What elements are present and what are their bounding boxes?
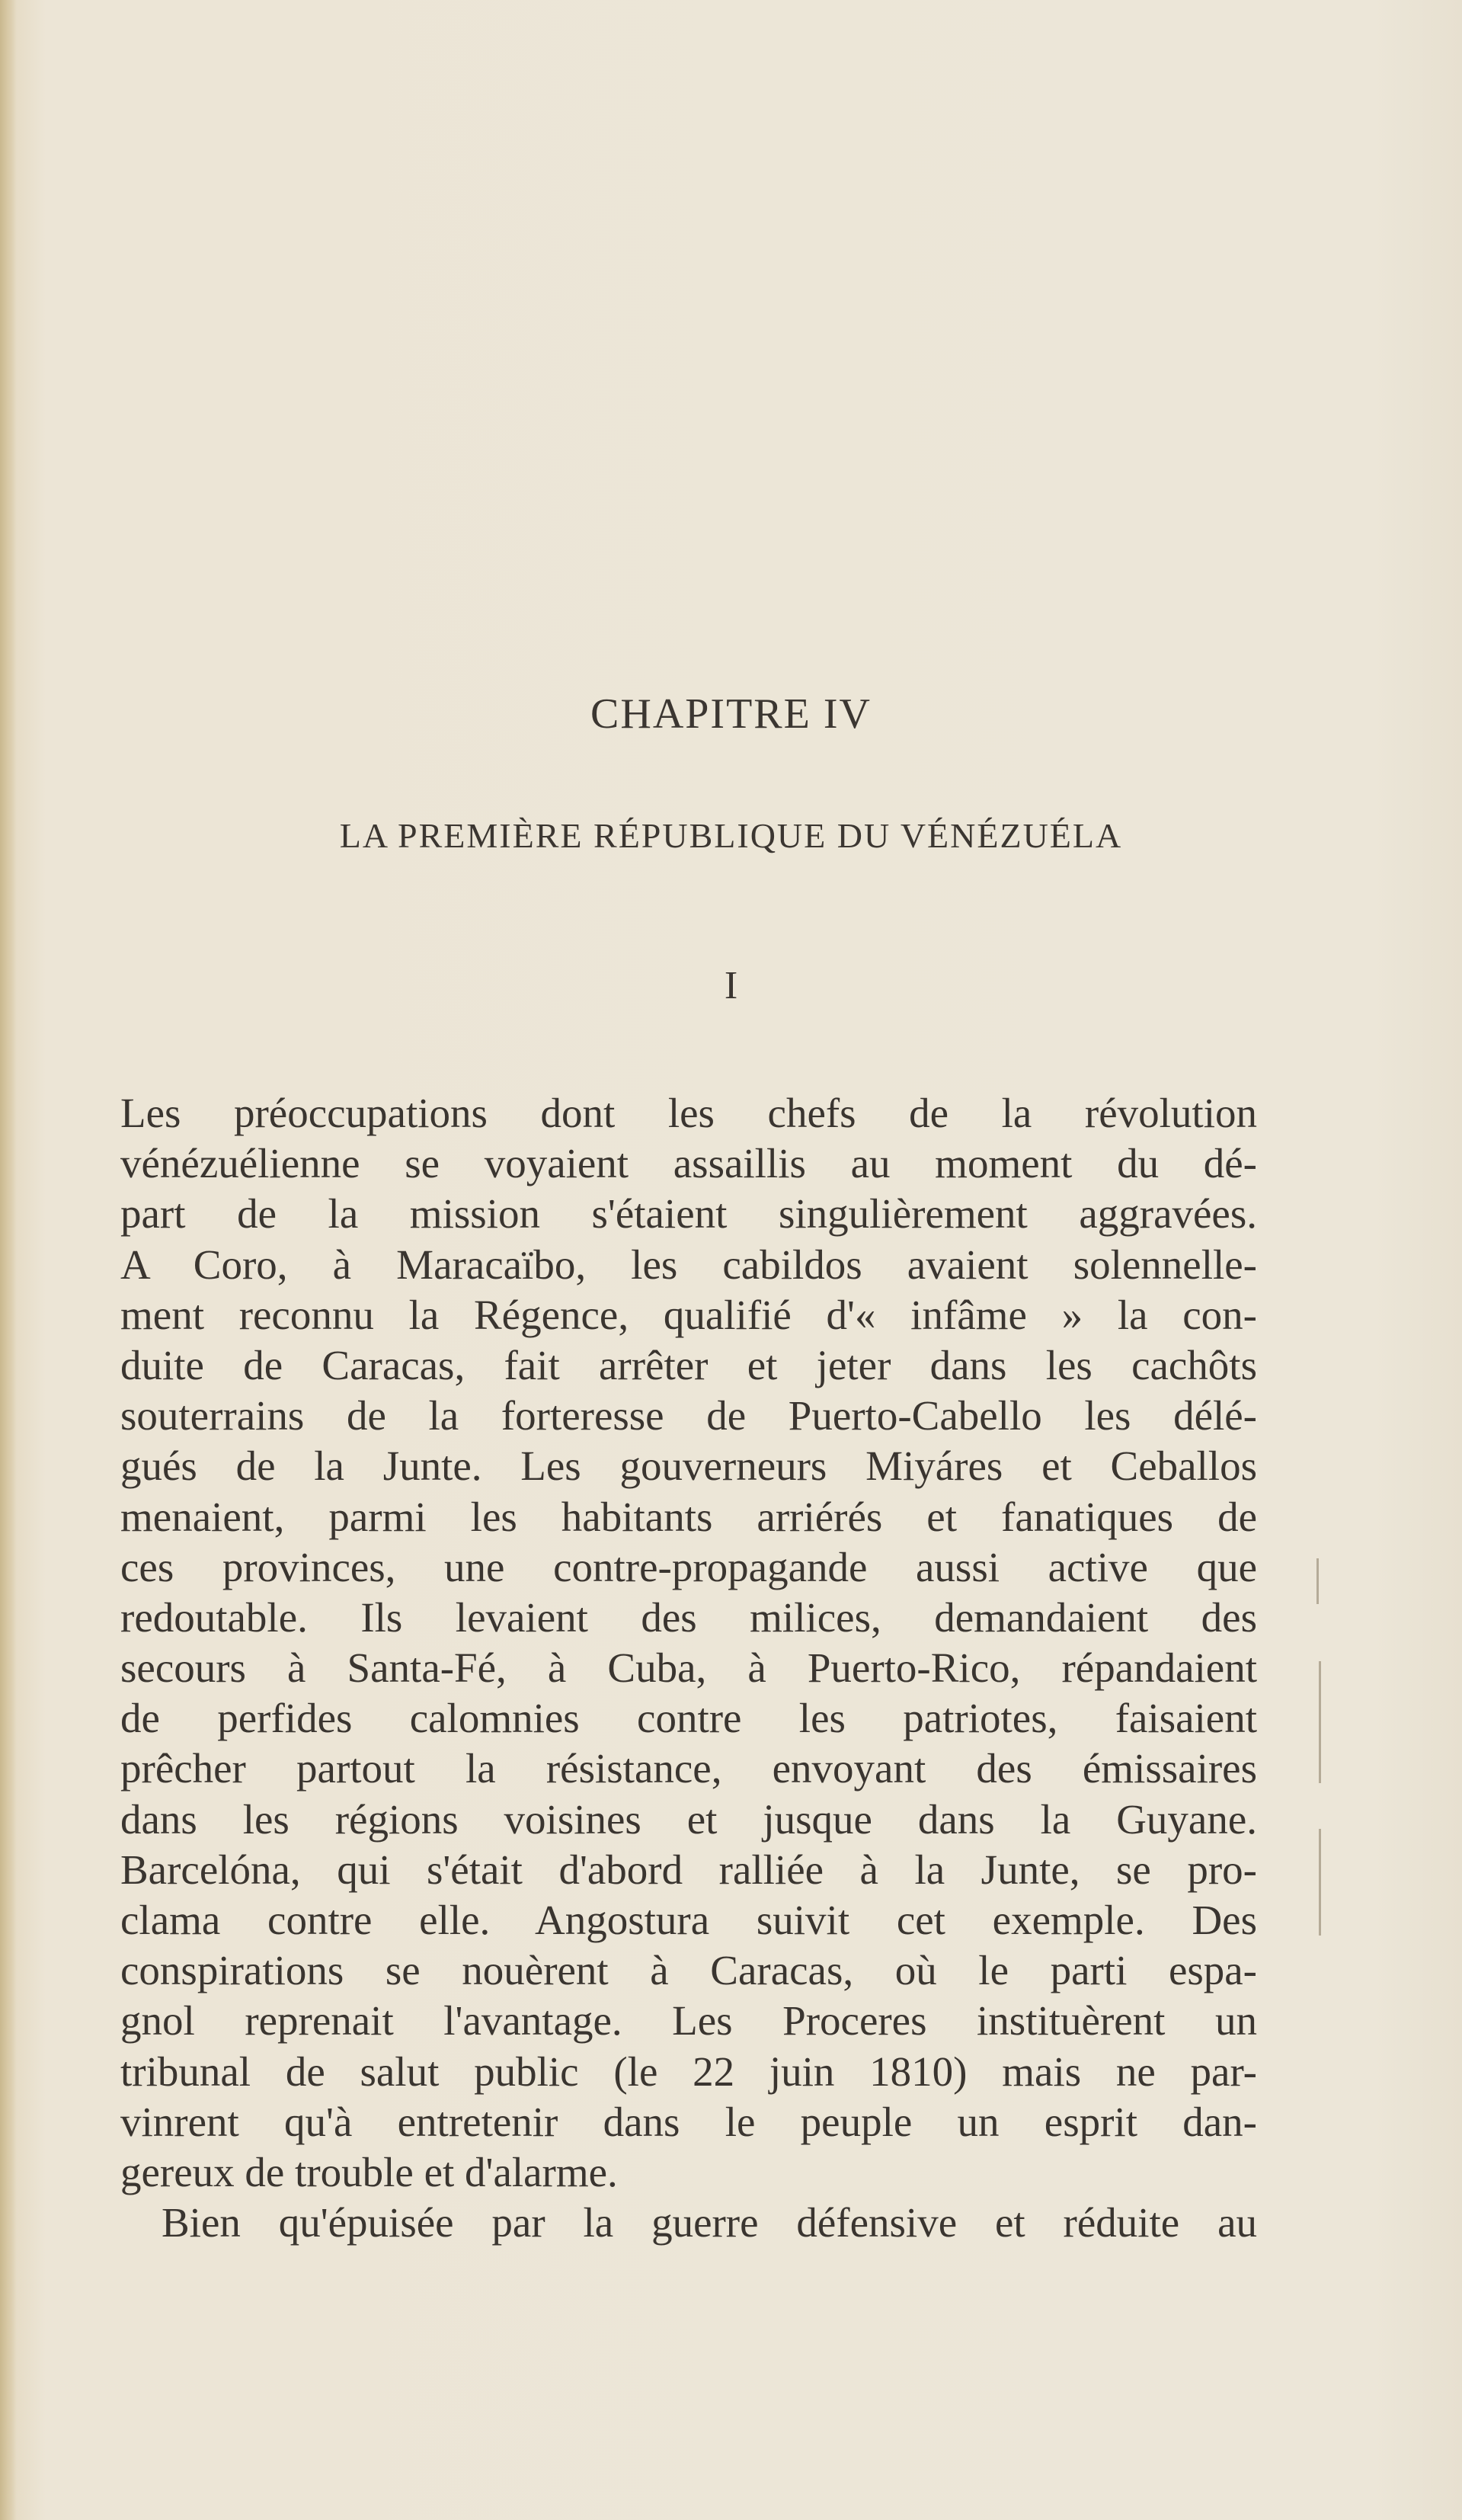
- text-line: secours à Santa-Fé, à Cuba, à Puerto-Rico, répandaient: [120, 1644, 1257, 1692]
- chapter-title: CHAPITRE IV: [590, 690, 872, 738]
- section-number: I: [724, 964, 738, 1007]
- page-gutter-shadow: [0, 0, 17, 2520]
- text-line: tribunal de salut public (le 22 juin 1810) mais ne par-: [120, 2048, 1257, 2095]
- text-line: part de la mission s'étaient singulièrement aggravées.: [120, 1190, 1257, 1238]
- margin-pencil-mark: [1316, 1558, 1319, 1604]
- text-line: dans les régions voisines et jusque dans la Guyane.: [120, 1795, 1257, 1843]
- text-line: de perfides calomnies contre les patriotes, faisaient: [120, 1695, 1257, 1742]
- text-line: ces provinces, une contre-propagande aussi active que: [120, 1543, 1257, 1590]
- text-line: vénézuélienne se voyaient assaillis au moment du dé-: [120, 1140, 1257, 1187]
- text-line: redoutable. Ils levaient des milices, demandaient des: [120, 1593, 1257, 1641]
- text-line: ment reconnu la Régence, qualifié d'« infâme » la con-: [120, 1291, 1257, 1338]
- text-line: gnol reprenait l'avantage. Les Proceres instituèrent un: [120, 1997, 1257, 2044]
- chapter-subtitle: LA PREMIÈRE RÉPUBLIQUE DU VÉNÉZUÉLA: [339, 816, 1123, 855]
- text-line: conspirations se nouèrent à Caracas, où le parti espa-: [120, 1947, 1257, 1994]
- text-line: menaient, parmi les habitants arriérés et fanatiques de: [120, 1493, 1257, 1540]
- text-line: vinrent qu'à entretenir dans le peuple un esprit dan-: [120, 2098, 1257, 2145]
- text-line-paragraph-start: Bien qu'épuisée par la guerre défensive et réduite au: [162, 2199, 1257, 2246]
- text-line: Barcelóna, qui s'était d'abord ralliée à la Junte, se pro-: [120, 1846, 1257, 1893]
- text-line: gués de la Junte. Les gouverneurs Miyáres et Ceballos: [120, 1443, 1257, 1490]
- text-line: Les préoccupations dont les chefs de la révolution: [120, 1090, 1257, 1136]
- text-line: clama contre elle. Angostura suivit cet exemple. Des: [120, 1897, 1257, 1943]
- margin-pencil-mark: [1319, 1661, 1321, 1783]
- text-line: duite de Caracas, fait arrêter et jeter dans les cachôts: [120, 1341, 1257, 1388]
- body-paragraphs: [120, 1088, 1257, 2248]
- text-line: A Coro, à Maracaïbo, les cabildos avaient solennelle-: [120, 1241, 1257, 1288]
- text-line: souterrains de la forteresse de Puerto-Cabello les délé-: [120, 1392, 1257, 1439]
- margin-pencil-mark: [1319, 1829, 1321, 1936]
- text-line-paragraph-end: gereux de trouble et d'alarme.: [120, 2148, 618, 2195]
- text-line: prêcher partout la résistance, envoyant des émissaires: [120, 1745, 1257, 1792]
